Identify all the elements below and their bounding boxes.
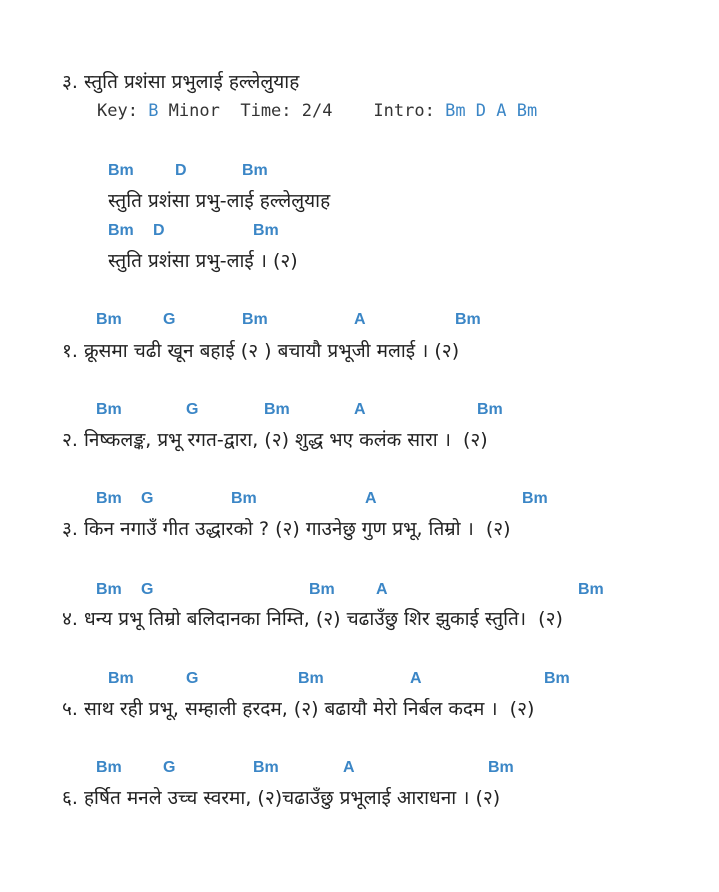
intro-label: Intro: <box>373 101 446 121</box>
chord: Bm <box>522 490 548 507</box>
chord: Bm <box>264 401 290 418</box>
chord: Bm <box>242 311 268 328</box>
chord: G <box>141 581 154 598</box>
chord: Bm <box>455 311 481 328</box>
chord: A <box>354 401 366 418</box>
chord: A <box>410 670 422 687</box>
verse-lyric-line: १. क्रूसमा चढी खून बहाई (२ ) बचायौ प्रभूजी मलाई । (२) <box>62 340 460 362</box>
chord: Bm <box>309 581 335 598</box>
chord: Bm <box>108 670 134 687</box>
chord: Bm <box>96 581 122 598</box>
chord: G <box>141 490 154 507</box>
chord: Bm <box>96 759 122 776</box>
song-meta <box>97 101 537 121</box>
chord: G <box>186 401 199 418</box>
verse-lyric-line: ३. किन नगाउँ गीत उद्धारको ? (२) गाउनेछु गुण प्रभू, तिम्रो । (२) <box>62 518 511 540</box>
song-title: ३. स्तुति प्रशंसा प्रभुलाई हल्लेलुयाह <box>62 71 300 93</box>
chord: A <box>354 311 366 328</box>
chord: G <box>163 311 176 328</box>
chord: Bm <box>253 759 279 776</box>
chord: Bm <box>96 401 122 418</box>
chord: Bm <box>578 581 604 598</box>
chord: Bm <box>96 490 122 507</box>
verse-lyric-line: ४. धन्य प्रभू तिम्रो बलिदानका निम्ति, (२) चढाउँछु शिर झुकाई स्तुति। (२) <box>62 608 563 630</box>
chord: Bm <box>488 759 514 776</box>
chorus-lyric-line: स्तुति प्रशंसा प्रभु-लाई हल्लेलुयाह <box>108 190 331 212</box>
chord: Bm <box>544 670 570 687</box>
verse-lyric-line: २. निष्कलङ्क, प्रभू रगत-द्वारा, (२) शुद्ध भए कलंक सारा । (२) <box>62 429 488 451</box>
chord: Bm <box>253 222 279 239</box>
chord: Bm <box>298 670 324 687</box>
chord: G <box>163 759 176 776</box>
chord: Bm <box>108 162 134 179</box>
chord: Bm <box>477 401 503 418</box>
verse-lyric-line: ६. हर्षित मनले उच्च स्वरमा, (२)चढाउँछु प्रभूलाई आराधना । (२) <box>62 787 501 809</box>
time-signature: Time: 2/4 <box>240 101 333 121</box>
chord: A <box>343 759 355 776</box>
key-mode: Minor <box>158 101 220 121</box>
chorus-lyric-line: स्तुति प्रशंसा प्रभु-लाई । (२) <box>108 250 298 272</box>
intro-chords: Bm D A Bm <box>445 101 538 121</box>
chord: G <box>186 670 199 687</box>
chord: A <box>365 490 377 507</box>
chord: D <box>153 222 165 239</box>
chord: Bm <box>231 490 257 507</box>
chord: Bm <box>108 222 134 239</box>
chord: Bm <box>242 162 268 179</box>
chord: D <box>175 162 187 179</box>
chord: Bm <box>96 311 122 328</box>
key-label: Key: <box>97 101 149 121</box>
key-value: B <box>148 101 159 121</box>
verse-lyric-line: ५. साथ रही प्रभू, सम्हाली हरदम, (२) बढायौ मेरो निर्बल कदम । (२) <box>62 698 535 720</box>
chord: A <box>376 581 388 598</box>
